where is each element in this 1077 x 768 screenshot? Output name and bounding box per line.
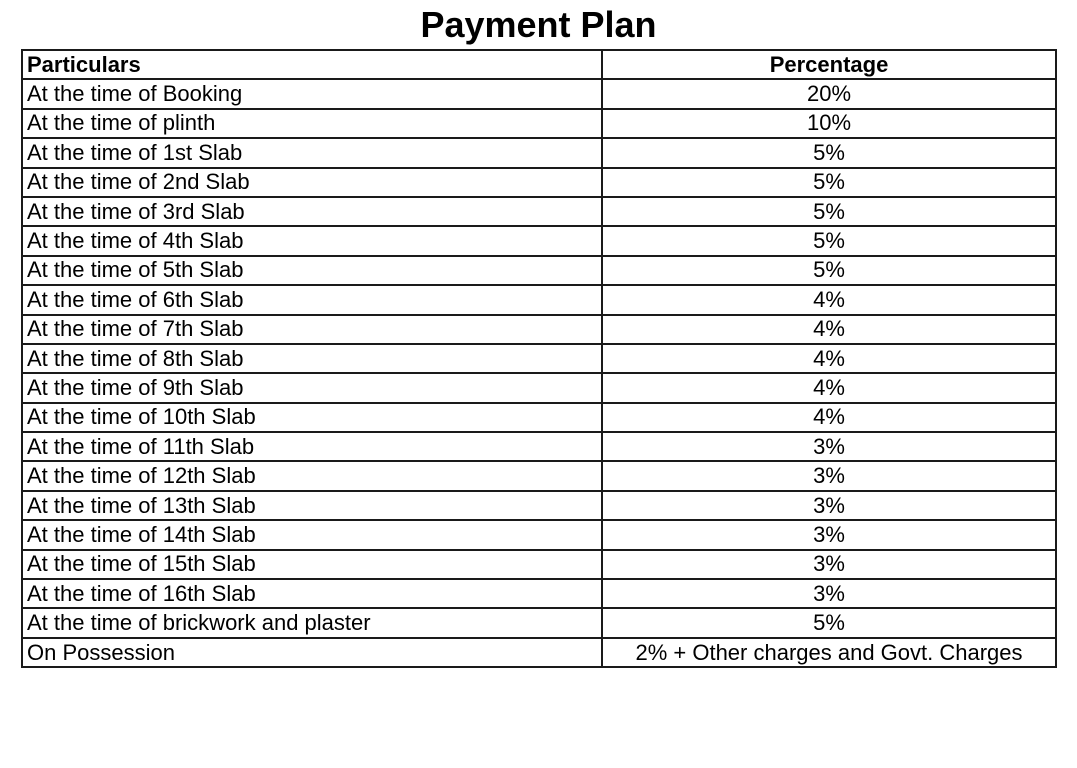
table-row: [22, 109, 1056, 138]
particular-cell: At the time of 15th Slab: [22, 550, 602, 579]
table-row: [22, 315, 1056, 344]
particular-cell: At the time of 1st Slab: [22, 138, 602, 167]
table-row: [22, 226, 1056, 255]
particular-cell: At the time of 7th Slab: [22, 315, 602, 344]
percentage-cell: 4%: [602, 344, 1056, 373]
table-row: [22, 550, 1056, 579]
percentage-cell: 5%: [602, 168, 1056, 197]
table-row: [22, 638, 1056, 667]
percentage-cell: 3%: [602, 461, 1056, 490]
particular-cell: At the time of 5th Slab: [22, 256, 602, 285]
particular-cell: At the time of 16th Slab: [22, 579, 602, 608]
percentage-cell: 5%: [602, 256, 1056, 285]
table-body: [22, 79, 1056, 667]
percentage-cell: 3%: [602, 491, 1056, 520]
particular-cell: At the time of 4th Slab: [22, 226, 602, 255]
particular-cell: At the time of 10th Slab: [22, 403, 602, 432]
particular-cell: At the time of 11th Slab: [22, 432, 602, 461]
table-row: [22, 79, 1056, 108]
percentage-cell: 5%: [602, 138, 1056, 167]
particular-cell: At the time of 3rd Slab: [22, 197, 602, 226]
percentage-cell: 4%: [602, 403, 1056, 432]
percentage-cell: 3%: [602, 579, 1056, 608]
percentage-cell: 5%: [602, 226, 1056, 255]
particular-cell: On Possession: [22, 638, 602, 667]
particular-cell: At the time of 14th Slab: [22, 520, 602, 549]
percentage-cell: 4%: [602, 315, 1056, 344]
percentage-cell: 5%: [602, 197, 1056, 226]
percentage-cell: 4%: [602, 285, 1056, 314]
percentage-cell: 3%: [602, 550, 1056, 579]
table-row: [22, 579, 1056, 608]
table-row: [22, 432, 1056, 461]
percentage-cell: 3%: [602, 520, 1056, 549]
payment-plan-table: [21, 49, 1057, 668]
percentage-cell: 5%: [602, 608, 1056, 637]
table-row: [22, 491, 1056, 520]
table-row: [22, 197, 1056, 226]
table-row: [22, 168, 1056, 197]
percentage-cell: 2% + Other charges and Govt. Charges: [602, 638, 1056, 667]
percentage-cell: 10%: [602, 109, 1056, 138]
table-row: [22, 520, 1056, 549]
particular-cell: At the time of 6th Slab: [22, 285, 602, 314]
particular-cell: At the time of 2nd Slab: [22, 168, 602, 197]
table-row: [22, 256, 1056, 285]
column-header-percentage: Percentage: [602, 50, 1056, 79]
percentage-cell: 3%: [602, 432, 1056, 461]
particular-cell: At the time of 12th Slab: [22, 461, 602, 490]
table-row: [22, 403, 1056, 432]
percentage-cell: 20%: [602, 79, 1056, 108]
particular-cell: At the time of Booking: [22, 79, 602, 108]
particular-cell: At the time of 13th Slab: [22, 491, 602, 520]
particular-cell: At the time of plinth: [22, 109, 602, 138]
column-header-particulars: Particulars: [22, 50, 602, 79]
particular-cell: At the time of brickwork and plaster: [22, 608, 602, 637]
page-title: Payment Plan: [420, 4, 657, 45]
particular-cell: At the time of 8th Slab: [22, 344, 602, 373]
particular-cell: At the time of 9th Slab: [22, 373, 602, 402]
table-row: [22, 373, 1056, 402]
table-header-row: [22, 50, 1056, 79]
table-row: [22, 461, 1056, 490]
table-row: [22, 608, 1056, 637]
table-row: [22, 344, 1056, 373]
table-row: [22, 138, 1056, 167]
percentage-cell: 4%: [602, 373, 1056, 402]
table-row: [22, 285, 1056, 314]
